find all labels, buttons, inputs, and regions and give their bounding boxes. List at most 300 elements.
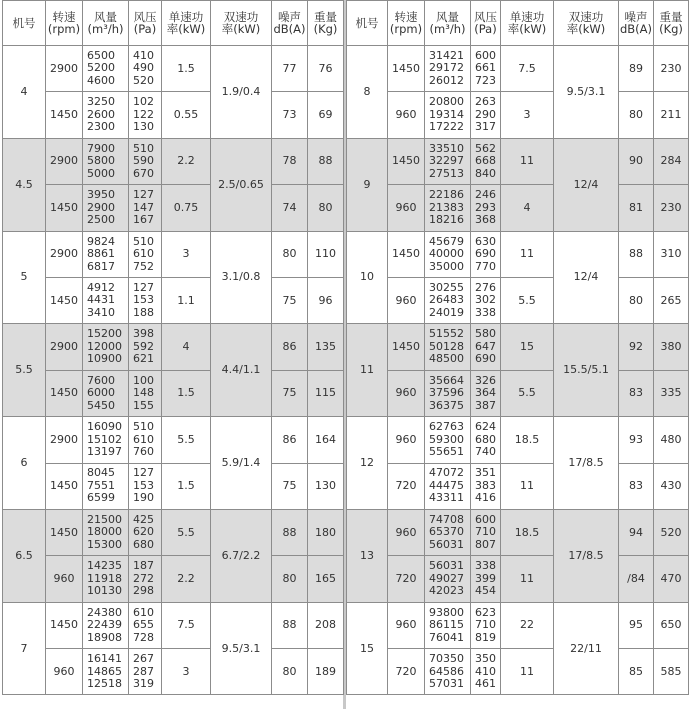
pressure-value: 187 bbox=[133, 559, 154, 573]
pressure-cell bbox=[129, 509, 162, 555]
airflow-value: 37596 bbox=[429, 386, 464, 400]
pressure-cell bbox=[471, 324, 501, 370]
dual-power-cell: 15.5/5.1 bbox=[554, 324, 619, 417]
table-row bbox=[347, 370, 689, 416]
airflow-value: 86115 bbox=[429, 618, 464, 632]
pressure-cell bbox=[129, 138, 162, 184]
pressure-value: 510 bbox=[133, 420, 154, 434]
table-row bbox=[347, 649, 689, 695]
airflow-value: 49027 bbox=[429, 571, 464, 585]
table-row bbox=[347, 138, 689, 184]
header-airflow: 风量 (m³/h) bbox=[83, 1, 129, 46]
pressure-value: 351 bbox=[475, 466, 496, 480]
pressure-cell bbox=[129, 231, 162, 277]
noise-cell: 93 bbox=[619, 417, 654, 463]
airflow-value: 5450 bbox=[87, 398, 115, 412]
pressure-value: 454 bbox=[475, 584, 496, 598]
pressure-value: 293 bbox=[475, 200, 496, 214]
table-row bbox=[3, 231, 344, 277]
noise-cell: 77 bbox=[272, 46, 308, 92]
weight-cell: 211 bbox=[654, 92, 689, 138]
weight-cell: 165 bbox=[308, 556, 344, 602]
airflow-value: 7900 bbox=[87, 141, 115, 155]
table-row bbox=[347, 463, 689, 509]
airflow-value: 4912 bbox=[87, 280, 115, 294]
pressure-value: 510 bbox=[133, 234, 154, 248]
airflow-cell bbox=[425, 92, 471, 138]
pressure-cell bbox=[471, 185, 501, 231]
weight-cell: 80 bbox=[308, 185, 344, 231]
weight-cell: 230 bbox=[654, 185, 689, 231]
speed-cell: 1450 bbox=[388, 46, 425, 92]
table-row bbox=[3, 417, 344, 463]
airflow-value: 2300 bbox=[87, 120, 115, 134]
weight-cell: 88 bbox=[308, 138, 344, 184]
airflow-value: 12518 bbox=[87, 677, 122, 691]
pressure-value: 387 bbox=[475, 398, 496, 412]
airflow-cell bbox=[425, 556, 471, 602]
airflow-value: 7551 bbox=[87, 478, 115, 492]
pressure-value: 752 bbox=[133, 259, 154, 273]
header-speed: 转速 (rpm) bbox=[388, 1, 425, 46]
model-cell: 6.5 bbox=[3, 509, 46, 602]
airflow-value: 65370 bbox=[429, 525, 464, 539]
pressure-value: 840 bbox=[475, 166, 496, 180]
table-row bbox=[3, 277, 344, 323]
pressure-value: 723 bbox=[475, 73, 496, 87]
pressure-value: 383 bbox=[475, 478, 496, 492]
spec-table-left bbox=[2, 0, 344, 695]
noise-cell: 86 bbox=[272, 324, 308, 370]
airflow-cell bbox=[83, 324, 129, 370]
dual-power-cell: 2.5/0.65 bbox=[211, 138, 272, 231]
single-power-cell: 0.55 bbox=[162, 92, 211, 138]
airflow-value: 17222 bbox=[429, 120, 464, 134]
table-row bbox=[3, 185, 344, 231]
airflow-value: 16141 bbox=[87, 652, 122, 666]
pressure-value: 425 bbox=[133, 512, 154, 526]
pressure-cell bbox=[129, 463, 162, 509]
pressure-value: 580 bbox=[475, 327, 496, 341]
pressure-cell bbox=[471, 509, 501, 555]
airflow-cell bbox=[425, 370, 471, 416]
airflow-value: 16090 bbox=[87, 420, 122, 434]
airflow-value: 21383 bbox=[429, 200, 464, 214]
table-row bbox=[3, 556, 344, 602]
speed-cell: 960 bbox=[388, 370, 425, 416]
pressure-cell bbox=[471, 556, 501, 602]
pressure-cell bbox=[129, 277, 162, 323]
table-row bbox=[3, 463, 344, 509]
airflow-cell bbox=[83, 556, 129, 602]
airflow-cell bbox=[425, 138, 471, 184]
noise-cell: 90 bbox=[619, 138, 654, 184]
noise-cell: 73 bbox=[272, 92, 308, 138]
airflow-cell bbox=[425, 231, 471, 277]
airflow-value: 6000 bbox=[87, 386, 115, 400]
header-weight: 重量 (Kg) bbox=[308, 1, 344, 46]
noise-cell: 88 bbox=[619, 231, 654, 277]
airflow-value: 14865 bbox=[87, 664, 122, 678]
pressure-cell bbox=[129, 185, 162, 231]
single-power-cell: 22 bbox=[501, 602, 554, 648]
speed-cell: 2900 bbox=[46, 324, 83, 370]
pressure-value: 290 bbox=[475, 107, 496, 121]
table-row bbox=[3, 602, 344, 648]
dual-power-cell: 9.5/3.1 bbox=[211, 602, 272, 695]
model-cell: 11 bbox=[347, 324, 388, 417]
pressure-value: 655 bbox=[133, 618, 154, 632]
airflow-value: 10130 bbox=[87, 584, 122, 598]
airflow-cell bbox=[83, 231, 129, 277]
pressure-cell bbox=[471, 602, 501, 648]
weight-cell: 164 bbox=[308, 417, 344, 463]
airflow-cell bbox=[83, 509, 129, 555]
airflow-value: 10900 bbox=[87, 352, 122, 366]
pressure-value: 690 bbox=[475, 247, 496, 260]
pressure-value: 520 bbox=[133, 73, 154, 87]
pressure-cell bbox=[471, 277, 501, 323]
weight-cell: 96 bbox=[308, 277, 344, 323]
single-power-cell: 1.5 bbox=[162, 370, 211, 416]
pressure-value: 680 bbox=[475, 432, 496, 446]
airflow-value: 2900 bbox=[87, 200, 115, 214]
airflow-value: 15200 bbox=[87, 327, 122, 341]
single-power-cell: 2.2 bbox=[162, 556, 211, 602]
speed-cell: 960 bbox=[388, 509, 425, 555]
pressure-cell bbox=[129, 556, 162, 602]
pressure-value: 710 bbox=[475, 618, 496, 632]
speed-cell: 960 bbox=[388, 92, 425, 138]
table-row bbox=[347, 46, 689, 92]
single-power-cell: 11 bbox=[501, 231, 554, 277]
airflow-cell bbox=[83, 649, 129, 695]
pressure-value: 147 bbox=[133, 200, 154, 214]
noise-cell: 94 bbox=[619, 509, 654, 555]
airflow-cell bbox=[425, 277, 471, 323]
airflow-cell bbox=[425, 463, 471, 509]
single-power-cell: 18.5 bbox=[501, 509, 554, 555]
model-cell: 4 bbox=[3, 46, 46, 139]
dual-power-cell: 12/4 bbox=[554, 231, 619, 324]
table-row bbox=[3, 324, 344, 370]
table-row bbox=[347, 602, 689, 648]
noise-cell: 88 bbox=[272, 602, 308, 648]
speed-cell: 720 bbox=[388, 463, 425, 509]
pressure-cell bbox=[129, 324, 162, 370]
speed-cell: 2900 bbox=[46, 46, 83, 92]
table-row bbox=[3, 509, 344, 555]
pressure-value: 399 bbox=[475, 571, 496, 585]
single-power-cell: 5.5 bbox=[501, 370, 554, 416]
speed-cell: 1450 bbox=[388, 138, 425, 184]
speed-cell: 2900 bbox=[46, 417, 83, 463]
single-power-cell: 11 bbox=[501, 463, 554, 509]
pressure-value: 272 bbox=[133, 571, 154, 585]
header-noise: 噪声 dB(A) bbox=[272, 1, 308, 46]
pressure-value: 317 bbox=[475, 120, 496, 134]
airflow-value: 5200 bbox=[87, 61, 115, 75]
airflow-value: 12000 bbox=[87, 339, 122, 353]
model-cell: 6 bbox=[3, 417, 46, 510]
model-cell: 4.5 bbox=[3, 138, 46, 231]
pressure-value: 153 bbox=[133, 478, 154, 492]
pressure-value: 668 bbox=[475, 154, 496, 168]
airflow-value: 35000 bbox=[429, 259, 464, 273]
airflow-value: 35664 bbox=[429, 373, 464, 387]
header-row bbox=[347, 1, 689, 46]
noise-cell: 92 bbox=[619, 324, 654, 370]
dual-power-cell: 3.1/0.8 bbox=[211, 231, 272, 324]
pressure-value: 690 bbox=[475, 352, 496, 366]
header-speed: 转速 (rpm) bbox=[46, 1, 83, 46]
noise-cell: 81 bbox=[619, 185, 654, 231]
pressure-value: 710 bbox=[475, 525, 496, 539]
airflow-value: 27513 bbox=[429, 166, 464, 180]
noise-cell: 89 bbox=[619, 46, 654, 92]
airflow-value: 4600 bbox=[87, 73, 115, 87]
single-power-cell: 7.5 bbox=[501, 46, 554, 92]
airflow-value: 22439 bbox=[87, 618, 122, 632]
single-power-cell: 4 bbox=[501, 185, 554, 231]
pressure-value: 410 bbox=[475, 664, 496, 678]
pressure-value: 167 bbox=[133, 213, 154, 227]
airflow-value: 20800 bbox=[429, 95, 464, 109]
airflow-value: 56031 bbox=[429, 537, 464, 551]
airflow-cell bbox=[83, 417, 129, 463]
pressure-value: 680 bbox=[133, 537, 154, 551]
speed-cell: 720 bbox=[388, 556, 425, 602]
header-single-power: 单速功 率(kW) bbox=[162, 1, 211, 46]
airflow-value: 6817 bbox=[87, 259, 115, 273]
model-cell: 7 bbox=[3, 602, 46, 695]
airflow-value: 15102 bbox=[87, 432, 122, 446]
airflow-value: 64586 bbox=[429, 664, 464, 678]
airflow-value: 26012 bbox=[429, 73, 464, 87]
pressure-cell bbox=[129, 370, 162, 416]
airflow-value: 5000 bbox=[87, 166, 115, 180]
pressure-value: 127 bbox=[133, 188, 154, 202]
airflow-value: 5800 bbox=[87, 154, 115, 168]
pressure-value: 368 bbox=[475, 213, 496, 227]
speed-cell: 960 bbox=[388, 417, 425, 463]
noise-cell: 95 bbox=[619, 602, 654, 648]
airflow-cell bbox=[83, 602, 129, 648]
pressure-value: 630 bbox=[475, 234, 496, 248]
single-power-cell: 5.5 bbox=[501, 277, 554, 323]
speed-cell: 2900 bbox=[46, 231, 83, 277]
pressure-value: 410 bbox=[133, 48, 154, 62]
speed-cell: 1450 bbox=[46, 370, 83, 416]
dual-power-cell: 22/11 bbox=[554, 602, 619, 695]
pressure-value: 819 bbox=[475, 630, 496, 644]
pressure-value: 807 bbox=[475, 537, 496, 551]
airflow-cell bbox=[425, 324, 471, 370]
pressure-value: 590 bbox=[133, 154, 154, 168]
weight-cell: 310 bbox=[654, 231, 689, 277]
pressure-value: 592 bbox=[133, 339, 154, 353]
table-row bbox=[3, 370, 344, 416]
single-power-cell: 11 bbox=[501, 649, 554, 695]
table-body bbox=[347, 46, 689, 695]
noise-cell: 74 bbox=[272, 185, 308, 231]
model-cell: 5 bbox=[3, 231, 46, 324]
speed-cell: 1450 bbox=[46, 509, 83, 555]
speed-cell: 960 bbox=[46, 556, 83, 602]
noise-cell: 78 bbox=[272, 138, 308, 184]
airflow-value: 18908 bbox=[87, 630, 122, 644]
pressure-value: 416 bbox=[475, 491, 496, 505]
pressure-value: 760 bbox=[133, 445, 154, 459]
table-body bbox=[3, 46, 344, 695]
pressure-value: 661 bbox=[475, 61, 496, 75]
pressure-value: 188 bbox=[133, 305, 154, 319]
airflow-cell bbox=[83, 463, 129, 509]
speed-cell: 1450 bbox=[388, 231, 425, 277]
speed-cell: 1450 bbox=[388, 324, 425, 370]
airflow-value: 13197 bbox=[87, 445, 122, 459]
pressure-cell bbox=[471, 231, 501, 277]
airflow-value: 14235 bbox=[87, 559, 122, 573]
weight-cell: 380 bbox=[654, 324, 689, 370]
header-weight: 重量 (Kg) bbox=[654, 1, 689, 46]
pressure-value: 670 bbox=[133, 166, 154, 180]
airflow-value: 47072 bbox=[429, 466, 464, 480]
airflow-cell bbox=[83, 370, 129, 416]
weight-cell: 585 bbox=[654, 649, 689, 695]
table-row bbox=[347, 324, 689, 370]
single-power-cell: 1.5 bbox=[162, 46, 211, 92]
header-row bbox=[3, 1, 344, 46]
pressure-value: 562 bbox=[475, 141, 496, 155]
airflow-value: 44475 bbox=[429, 478, 464, 492]
airflow-value: 93800 bbox=[429, 605, 464, 619]
pressure-value: 610 bbox=[133, 247, 154, 260]
airflow-cell bbox=[425, 649, 471, 695]
pressure-value: 298 bbox=[133, 584, 154, 598]
airflow-value: 32297 bbox=[429, 154, 464, 168]
airflow-value: 7600 bbox=[87, 373, 115, 387]
airflow-value: 3950 bbox=[87, 188, 115, 202]
table-row bbox=[347, 231, 689, 277]
airflow-value: 19314 bbox=[429, 107, 464, 121]
single-power-cell: 3 bbox=[162, 231, 211, 277]
airflow-value: 2600 bbox=[87, 107, 115, 121]
weight-cell: 470 bbox=[654, 556, 689, 602]
airflow-cell bbox=[83, 138, 129, 184]
pressure-value: 338 bbox=[475, 559, 496, 573]
pressure-value: 246 bbox=[475, 188, 496, 202]
model-cell: 13 bbox=[347, 509, 388, 602]
pressure-value: 130 bbox=[133, 120, 154, 134]
weight-cell: 650 bbox=[654, 602, 689, 648]
airflow-cell bbox=[425, 46, 471, 92]
noise-cell: 85 bbox=[619, 649, 654, 695]
weight-cell: 130 bbox=[308, 463, 344, 509]
noise-cell: 75 bbox=[272, 370, 308, 416]
airflow-value: 36375 bbox=[429, 398, 464, 412]
speed-cell: 2900 bbox=[46, 138, 83, 184]
airflow-cell bbox=[83, 277, 129, 323]
single-power-cell: 1.1 bbox=[162, 277, 211, 323]
airflow-value: 40000 bbox=[429, 247, 464, 260]
airflow-value: 2500 bbox=[87, 213, 115, 227]
single-power-cell: 2.2 bbox=[162, 138, 211, 184]
weight-cell: 189 bbox=[308, 649, 344, 695]
header-noise: 噪声 dB(A) bbox=[619, 1, 654, 46]
speed-cell: 960 bbox=[388, 185, 425, 231]
dual-power-cell: 6.7/2.2 bbox=[211, 509, 272, 602]
airflow-cell bbox=[425, 417, 471, 463]
speed-cell: 720 bbox=[388, 649, 425, 695]
noise-cell: 80 bbox=[272, 649, 308, 695]
pressure-value: 263 bbox=[475, 95, 496, 109]
dual-power-cell: 4.4/1.1 bbox=[211, 324, 272, 417]
speed-cell: 960 bbox=[388, 277, 425, 323]
dual-power-cell: 5.9/1.4 bbox=[211, 417, 272, 510]
airflow-value: 42023 bbox=[429, 584, 464, 598]
table-row bbox=[3, 138, 344, 184]
airflow-cell bbox=[425, 602, 471, 648]
pressure-value: 319 bbox=[133, 677, 154, 691]
single-power-cell: 5.5 bbox=[162, 417, 211, 463]
airflow-value: 31421 bbox=[429, 48, 464, 62]
pressure-value: 127 bbox=[133, 280, 154, 294]
header-dual-power: 双速功 率(kW) bbox=[211, 1, 272, 46]
pressure-cell bbox=[129, 649, 162, 695]
speed-cell: 960 bbox=[46, 649, 83, 695]
pressure-value: 490 bbox=[133, 61, 154, 75]
table-row bbox=[3, 46, 344, 92]
table-row bbox=[347, 556, 689, 602]
airflow-value: 62763 bbox=[429, 420, 464, 434]
speed-cell: 1450 bbox=[46, 277, 83, 323]
single-power-cell: 4 bbox=[162, 324, 211, 370]
pressure-cell bbox=[471, 92, 501, 138]
noise-cell: 83 bbox=[619, 370, 654, 416]
airflow-value: 43311 bbox=[429, 491, 464, 505]
weight-cell: 430 bbox=[654, 463, 689, 509]
pressure-value: 190 bbox=[133, 491, 154, 505]
airflow-cell bbox=[425, 185, 471, 231]
airflow-value: 26483 bbox=[429, 293, 464, 307]
pressure-value: 148 bbox=[133, 386, 154, 400]
noise-cell: 86 bbox=[272, 417, 308, 463]
pressure-value: 624 bbox=[475, 420, 496, 434]
pressure-value: 610 bbox=[133, 605, 154, 619]
weight-cell: 180 bbox=[308, 509, 344, 555]
header-pressure: 风压 (Pa) bbox=[471, 1, 501, 46]
airflow-value: 6500 bbox=[87, 48, 115, 62]
pressure-value: 600 bbox=[475, 512, 496, 526]
noise-cell: 83 bbox=[619, 463, 654, 509]
pressure-value: 728 bbox=[133, 630, 154, 644]
airflow-value: 51552 bbox=[429, 327, 464, 341]
header-pressure: 风压 (Pa) bbox=[129, 1, 162, 46]
pressure-cell bbox=[129, 92, 162, 138]
airflow-value: 8861 bbox=[87, 247, 115, 260]
pressure-value: 398 bbox=[133, 327, 154, 341]
noise-cell: 80 bbox=[619, 277, 654, 323]
pressure-value: 276 bbox=[475, 280, 496, 294]
single-power-cell: 11 bbox=[501, 138, 554, 184]
airflow-value: 22186 bbox=[429, 188, 464, 202]
pressure-cell bbox=[471, 649, 501, 695]
pressure-value: 510 bbox=[133, 141, 154, 155]
pressure-cell bbox=[471, 463, 501, 509]
pressure-value: 364 bbox=[475, 386, 496, 400]
airflow-value: 9824 bbox=[87, 234, 115, 248]
